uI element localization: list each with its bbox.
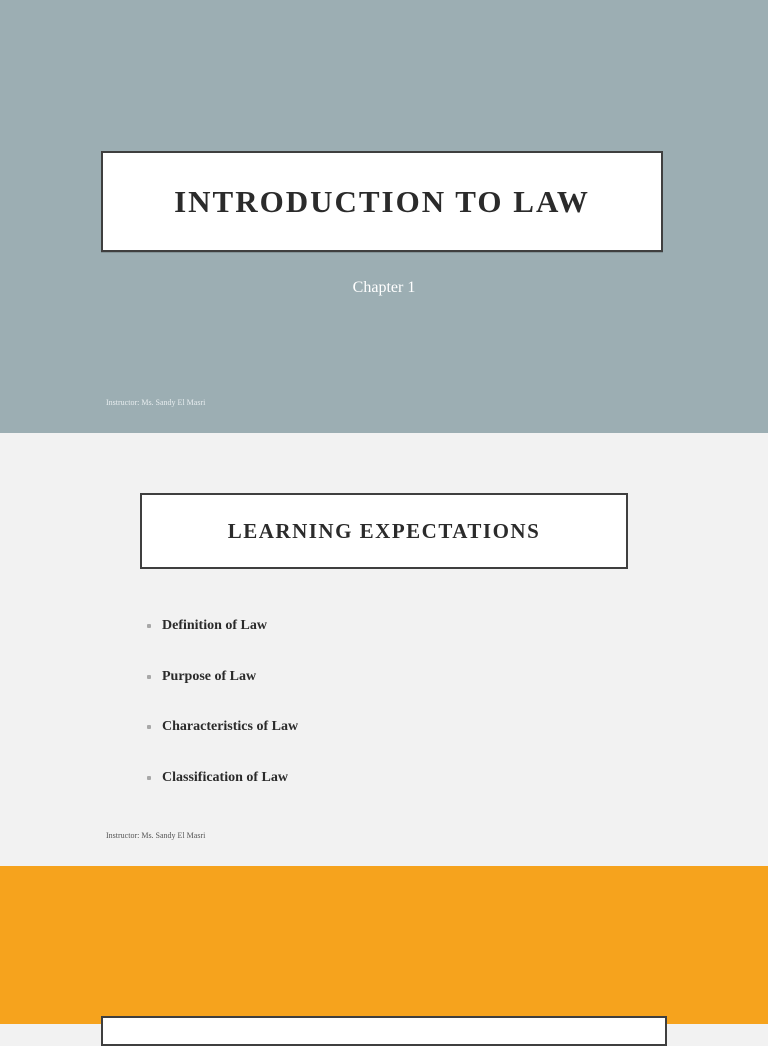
list-item: [145, 753, 298, 804]
list-item-label: Characteristics of Law: [162, 719, 299, 735]
bullet-list: [145, 601, 298, 803]
slide-1: [0, 0, 768, 433]
slide-2-title-box: [140, 493, 628, 569]
bullet-icon: [147, 675, 151, 679]
slide-1-title-box: [101, 151, 663, 252]
list-item: [145, 601, 298, 652]
slide-3: [0, 866, 768, 1024]
bullet-icon: [147, 776, 151, 780]
bullet-icon: [147, 725, 151, 729]
list-item: [145, 702, 298, 753]
slide-2-title: LEARNING EXPECTATIONS: [227, 518, 541, 543]
slide-2: [0, 433, 768, 866]
list-item-label: Classification of Law: [162, 769, 288, 785]
bullet-icon: [147, 624, 151, 628]
slide-1-footer: Instructor: Ms. Sandy El Masri: [106, 398, 206, 407]
slide-1-title: INTRODUCTION TO LAW: [174, 183, 590, 219]
list-item-label: Purpose of Law: [162, 668, 257, 684]
list-item-label: Definition of Law: [162, 618, 267, 634]
slide-3-title-box: [101, 1016, 667, 1046]
slide-1-subtitle: Chapter 1: [352, 279, 416, 296]
slide-2-footer: Instructor: Ms. Sandy El Masri: [106, 831, 206, 840]
list-item: [145, 652, 298, 703]
